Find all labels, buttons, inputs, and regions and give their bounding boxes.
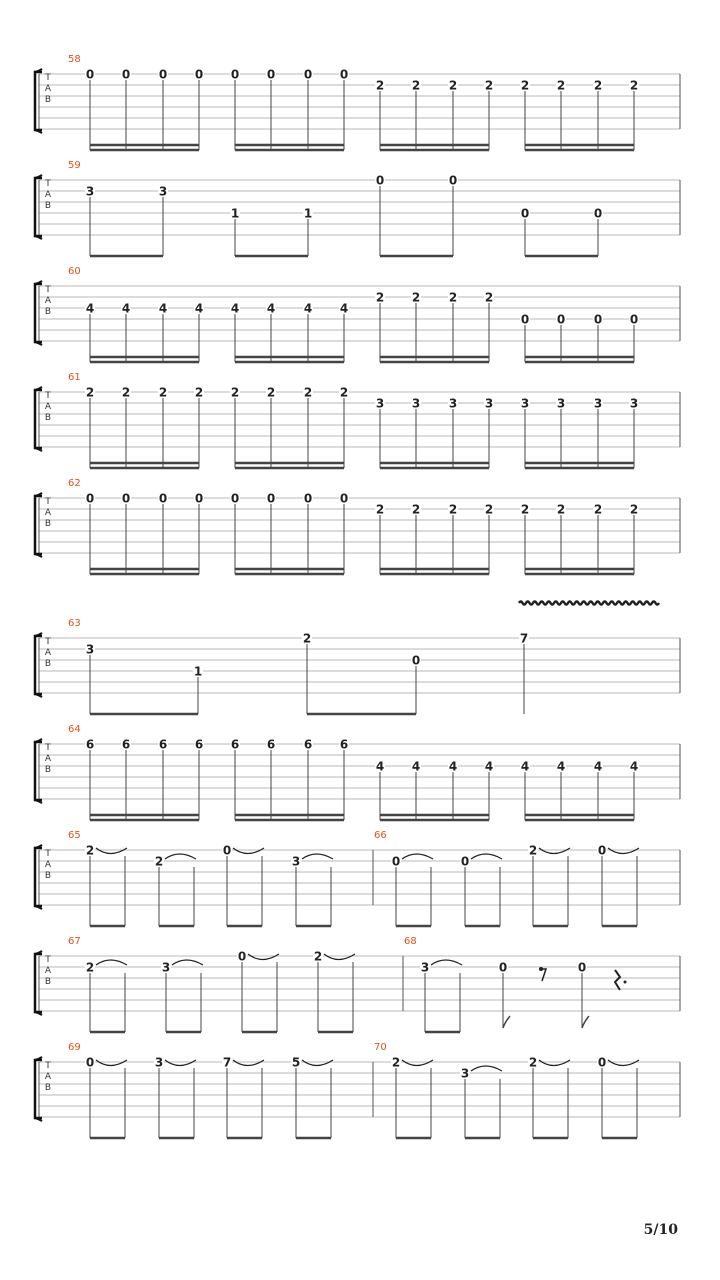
tab-clef-letter: T bbox=[45, 497, 51, 507]
fret-number: 3 bbox=[291, 854, 301, 869]
fret-number: 2 bbox=[302, 631, 312, 646]
tab-clef-letter: B bbox=[44, 1083, 52, 1093]
tab-clef-letter: A bbox=[44, 860, 52, 870]
fret-number: 2 bbox=[448, 78, 458, 93]
fret-number: 2 bbox=[484, 290, 494, 305]
fret-number: 2 bbox=[411, 502, 421, 517]
tab-system bbox=[35, 54, 680, 150]
fret-number: 2 bbox=[448, 290, 458, 305]
fret-number: 0 bbox=[303, 491, 313, 506]
fret-number: 2 bbox=[593, 78, 603, 93]
fret-number: 5 bbox=[291, 1055, 301, 1070]
tie-arc bbox=[324, 954, 355, 960]
fret-number: 2 bbox=[448, 502, 458, 517]
fret-number: 2 bbox=[194, 385, 204, 400]
measure-number: 61 bbox=[68, 372, 81, 383]
tie-arc bbox=[233, 1060, 264, 1066]
fret-number: 2 bbox=[154, 854, 164, 869]
fret-number: 4 bbox=[266, 301, 276, 316]
tab-clef-letter: B bbox=[44, 95, 52, 105]
fret-number: 4 bbox=[520, 759, 530, 774]
fret-number: 2 bbox=[484, 78, 494, 93]
fret-number: 0 bbox=[593, 206, 603, 221]
fret-number: 0 bbox=[303, 67, 313, 82]
fret-number: 1 bbox=[193, 664, 203, 679]
fret-number: 0 bbox=[266, 67, 276, 82]
fret-number: 1 bbox=[230, 206, 240, 221]
fret-number: 2 bbox=[556, 502, 566, 517]
fret-number: 4 bbox=[230, 301, 240, 316]
tab-clef-letter: B bbox=[44, 765, 52, 775]
tab-clef-letter: A bbox=[44, 84, 52, 94]
tab-clef-letter: B bbox=[44, 659, 52, 669]
tab-clef-letter: A bbox=[44, 190, 52, 200]
tie-arc bbox=[248, 954, 279, 960]
fret-number: 6 bbox=[339, 737, 349, 752]
tie-arc bbox=[172, 960, 203, 965]
fret-number: 0 bbox=[222, 843, 232, 858]
fret-number: 4 bbox=[484, 759, 494, 774]
tab-system bbox=[35, 830, 680, 926]
tab-clef-letter: B bbox=[44, 307, 52, 317]
tie-arc bbox=[402, 854, 433, 859]
rest-dot bbox=[624, 981, 627, 984]
fret-number: 3 bbox=[85, 184, 95, 199]
tab-clef-letter: B bbox=[44, 977, 52, 987]
fret-number: 2 bbox=[339, 385, 349, 400]
fret-number: 4 bbox=[448, 759, 458, 774]
fret-number: 0 bbox=[266, 491, 276, 506]
fret-number: 0 bbox=[556, 312, 566, 327]
fret-number: 0 bbox=[237, 949, 247, 964]
tab-system bbox=[35, 602, 680, 715]
fret-number: 4 bbox=[556, 759, 566, 774]
fret-number: 0 bbox=[158, 67, 168, 82]
fret-number: 2 bbox=[411, 290, 421, 305]
fret-number: 0 bbox=[194, 67, 204, 82]
measure-number: 69 bbox=[68, 1042, 81, 1053]
fret-number: 3 bbox=[460, 1066, 470, 1081]
fret-number: 0 bbox=[520, 206, 530, 221]
fret-number: 0 bbox=[520, 312, 530, 327]
fret-number: 0 bbox=[194, 491, 204, 506]
fret-number: 6 bbox=[121, 737, 131, 752]
fret-number: 0 bbox=[230, 491, 240, 506]
measure-number: 58 bbox=[68, 54, 81, 65]
fret-number: 2 bbox=[411, 78, 421, 93]
fret-number: 2 bbox=[520, 502, 530, 517]
fret-number: 7 bbox=[222, 1055, 232, 1070]
tab-clef-letter: T bbox=[45, 955, 51, 965]
fret-number: 3 bbox=[85, 642, 95, 657]
fret-number: 1 bbox=[303, 206, 313, 221]
tab-clef-letter: T bbox=[45, 391, 51, 401]
measure-number: 60 bbox=[68, 266, 81, 277]
fret-number: 2 bbox=[158, 385, 168, 400]
tab-clef-letter: T bbox=[45, 73, 51, 83]
fret-number: 3 bbox=[411, 396, 421, 411]
tie-arc bbox=[539, 848, 570, 854]
fret-number: 0 bbox=[391, 854, 401, 869]
fret-number: 2 bbox=[313, 949, 323, 964]
fret-number: 6 bbox=[85, 737, 95, 752]
measure-number: 62 bbox=[68, 478, 81, 489]
tab-clef-letter: B bbox=[44, 201, 52, 211]
fret-number: 3 bbox=[420, 960, 430, 975]
fret-number: 4 bbox=[194, 301, 204, 316]
fret-number: 0 bbox=[375, 173, 385, 188]
fret-number: 4 bbox=[303, 301, 313, 316]
tie-arc bbox=[539, 1060, 570, 1066]
tie-arc bbox=[96, 848, 127, 854]
tab-system bbox=[35, 266, 680, 362]
measure-number: 59 bbox=[68, 160, 81, 171]
tie-arc bbox=[165, 854, 196, 859]
fret-number: 3 bbox=[448, 396, 458, 411]
tab-clef-letter: B bbox=[44, 413, 52, 423]
tab-clef-letter: A bbox=[44, 648, 52, 658]
fret-number: 3 bbox=[556, 396, 566, 411]
fret-number: 2 bbox=[375, 502, 385, 517]
note-flag bbox=[503, 1016, 510, 1028]
tab-clef-letter: A bbox=[44, 754, 52, 764]
fret-number: 2 bbox=[121, 385, 131, 400]
fret-number: 2 bbox=[629, 78, 639, 93]
measure-number: 64 bbox=[68, 724, 81, 735]
fret-number: 3 bbox=[158, 184, 168, 199]
fret-number: 2 bbox=[391, 1055, 401, 1070]
fret-number: 2 bbox=[266, 385, 276, 400]
fret-number: 2 bbox=[303, 385, 313, 400]
fret-number: 4 bbox=[339, 301, 349, 316]
fret-number: 2 bbox=[85, 960, 95, 975]
tie-arc bbox=[608, 848, 639, 854]
fret-number: 2 bbox=[85, 843, 95, 858]
tie-arc bbox=[165, 1060, 196, 1066]
fret-number: 2 bbox=[484, 502, 494, 517]
fret-number: 0 bbox=[339, 491, 349, 506]
fret-number: 6 bbox=[158, 737, 168, 752]
tab-system bbox=[35, 478, 680, 574]
fret-number: 0 bbox=[597, 1055, 607, 1070]
measure-number: 66 bbox=[374, 830, 387, 841]
fret-number: 0 bbox=[597, 843, 607, 858]
tab-clef-letter: A bbox=[44, 966, 52, 976]
tab-system bbox=[35, 160, 680, 256]
fret-number: 0 bbox=[85, 67, 95, 82]
tie-arc bbox=[96, 960, 127, 965]
tab-system bbox=[35, 372, 680, 468]
tab-clef-letter: T bbox=[45, 743, 51, 753]
fret-number: 0 bbox=[460, 854, 470, 869]
fret-number: 4 bbox=[158, 301, 168, 316]
fret-number: 7 bbox=[519, 631, 529, 646]
tab-clef-letter: T bbox=[45, 179, 51, 189]
fret-number: 6 bbox=[194, 737, 204, 752]
fret-number: 0 bbox=[85, 491, 95, 506]
fret-number: 0 bbox=[230, 67, 240, 82]
fret-number: 0 bbox=[411, 653, 421, 668]
fret-number: 2 bbox=[375, 290, 385, 305]
fret-number: 0 bbox=[158, 491, 168, 506]
fret-number: 4 bbox=[85, 301, 95, 316]
measure-number: 70 bbox=[374, 1042, 387, 1053]
note-flag bbox=[582, 1016, 589, 1028]
fret-number: 3 bbox=[520, 396, 530, 411]
tab-clef-letter: T bbox=[45, 849, 51, 859]
fret-number: 2 bbox=[85, 385, 95, 400]
fret-number: 2 bbox=[528, 843, 538, 858]
tab-system bbox=[35, 1042, 680, 1138]
fret-number: 4 bbox=[121, 301, 131, 316]
fret-number: 3 bbox=[161, 960, 171, 975]
fret-number: 4 bbox=[629, 759, 639, 774]
quarter-rest bbox=[615, 970, 620, 990]
fret-number: 0 bbox=[498, 960, 508, 975]
measure-number: 68 bbox=[404, 936, 417, 947]
tab-clef-letter: A bbox=[44, 296, 52, 306]
fret-number: 0 bbox=[577, 960, 587, 975]
fret-number: 0 bbox=[85, 1055, 95, 1070]
tie-arc bbox=[402, 1060, 433, 1066]
tie-arc bbox=[96, 1060, 127, 1066]
fret-number: 2 bbox=[629, 502, 639, 517]
fret-number: 6 bbox=[303, 737, 313, 752]
fret-number: 2 bbox=[230, 385, 240, 400]
fret-number: 2 bbox=[528, 1055, 538, 1070]
fret-number: 3 bbox=[154, 1055, 164, 1070]
tab-system bbox=[35, 936, 680, 1032]
tab-system bbox=[35, 724, 680, 820]
fret-number: 4 bbox=[375, 759, 385, 774]
fret-number: 6 bbox=[230, 737, 240, 752]
fret-number: 3 bbox=[484, 396, 494, 411]
tab-clef-letter: B bbox=[44, 519, 52, 529]
fret-number: 0 bbox=[339, 67, 349, 82]
tab-clef-letter: A bbox=[44, 402, 52, 412]
fret-number: 0 bbox=[121, 67, 131, 82]
tab-clef-letter: T bbox=[45, 637, 51, 647]
measure-number: 65 bbox=[68, 830, 81, 841]
tab-clef-letter: A bbox=[44, 1072, 52, 1082]
fret-number: 3 bbox=[629, 396, 639, 411]
fret-number: 3 bbox=[375, 396, 385, 411]
fret-number: 4 bbox=[593, 759, 603, 774]
tie-arc bbox=[431, 960, 462, 965]
tie-arc bbox=[233, 848, 264, 854]
page-number: 5/10 bbox=[643, 1222, 678, 1238]
fret-number: 2 bbox=[593, 502, 603, 517]
fret-number: 4 bbox=[411, 759, 421, 774]
fret-number: 2 bbox=[375, 78, 385, 93]
tab-clef-letter: T bbox=[45, 1061, 51, 1071]
fret-number: 6 bbox=[266, 737, 276, 752]
tie-arc bbox=[471, 854, 502, 859]
tie-arc bbox=[471, 1066, 502, 1071]
fret-number: 2 bbox=[520, 78, 530, 93]
tab-clef-letter: B bbox=[44, 871, 52, 881]
tie-arc bbox=[302, 854, 333, 859]
fret-number: 0 bbox=[593, 312, 603, 327]
fret-number: 0 bbox=[629, 312, 639, 327]
measure-number: 63 bbox=[68, 618, 81, 629]
tie-arc bbox=[302, 1060, 333, 1066]
measure-number: 67 bbox=[68, 936, 81, 947]
fret-number: 0 bbox=[121, 491, 131, 506]
tab-clef-letter: A bbox=[44, 508, 52, 518]
vibrato-line bbox=[519, 602, 659, 605]
tie-arc bbox=[608, 1060, 639, 1066]
fret-number: 0 bbox=[448, 173, 458, 188]
fret-number: 2 bbox=[556, 78, 566, 93]
fret-number: 3 bbox=[593, 396, 603, 411]
tab-clef-letter: T bbox=[45, 285, 51, 295]
